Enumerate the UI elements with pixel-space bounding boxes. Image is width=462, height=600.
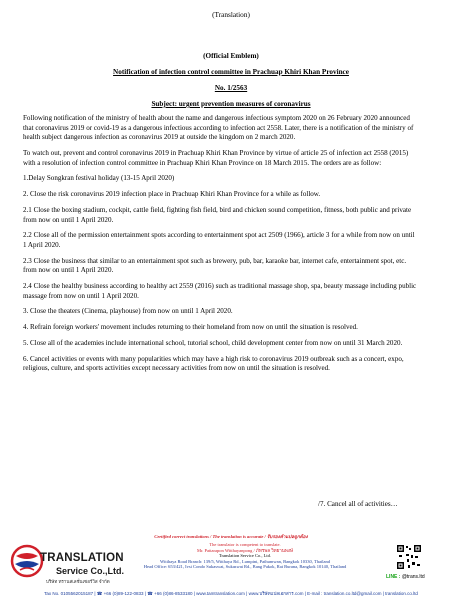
footer <box>0 532 462 600</box>
contact-bar: Tax No. 0105562015187 | ☎ +66 (0)89-122-0833 | ☎ +66 (0)86-8533180 | www.tamtranslation.com | www.บริษัทแปลเอกสาร.com | E-mail : translation.co.ltd@gmail.com | translation.co.ltd <box>44 591 418 596</box>
translator-name: Mr. Pattarapon Witthayanpong / ภัทรพล วิทยานพงษ์ <box>197 547 293 553</box>
order-item: 2. Close the risk coronavirus 2019 infection place in Prachuap Khiri Khan Province for a while as follow. <box>23 190 321 199</box>
notification-subject: Subject: urgent prevention measures of coronavirus <box>151 100 311 108</box>
continued-note: /7. Cancel all of activities… <box>318 500 398 508</box>
translation-tag: (Translation) <box>212 10 250 19</box>
paragraph: Following notification of the ministry of health about the name and dangerous infectious symptom 2020 on 26 February 2020 announced that coronavirus 2019 or covid-19 as a dangerous infectious according to infection act 2558. Later, there is a notification of the ministry of health subject dangerous infection as coronavirus 2019 at outside the kingdom on 2 march 2020. <box>23 114 414 142</box>
company-info <box>130 542 360 570</box>
globe-icon <box>10 544 44 578</box>
paragraph: To watch out, prevent and control coronavirus 2019 in Prachuap Khiri Khan Province by virtue of article 25 of infection act 2558 (2015) with a resolution of infection control committee in Prachuap Khiri Khan Province on 18 March 2015. The orders are as follow: <box>23 148 409 167</box>
order-item: 2.3 Close the business that similar to an entertainment spot such as brewery, pub, bar, karaoke bar, internet cafe, entertainment spot, etc. from now on until 1 April 2020. <box>23 256 407 275</box>
order-item: 2.2 Close all of the permission entertainment spots according to entertainment spot act 2509 (1966), article 3 for a while from now on until 1 April 2020. <box>23 231 415 249</box>
order-item: 3. Close the theaters (Cinema, playhouse) from now on until 1 April 2020. <box>23 307 233 316</box>
notification-title: Notification of infection control committee in Prachuap Khiri Khan Province <box>113 68 349 76</box>
line-label: LINE : <box>386 574 401 580</box>
company-name: Translation Service Co., Ltd. <box>218 553 272 558</box>
company-logo <box>8 542 126 588</box>
order-item: 2.4 Close the healthy business according to healthy act 2559 (2016) such as traditional massage shop, spa, beauty massage including public massage from now on until 1 April 2020. <box>23 282 417 300</box>
order-item: 6. Cancel activities or events with many popularities which may have a high risk to coronavirus 2019 outbreak such as a concert, expo, religious, culture, and sports activities except necessary activities from now on until the situation is resolved. <box>23 354 404 373</box>
order-item: 1.Delay Songkran festival holiday (13-15 April 2020) <box>23 174 175 183</box>
logo-thai-name: บริษัท ทรานสเลชั่นเซอร์วิส จำกัด <box>46 579 110 584</box>
order-item: 4. Refrain foreign workers' movement includes returning to their homeland from now on until the situation is resolved. <box>23 323 358 332</box>
order-item: 2.1 Close the boxing stadium, cockpit, cattle field, fighting fish field, bird and chicken sound competition, fitness, both public and private from now on until 1 April 2020. <box>23 205 412 224</box>
certified-translation-line: Certified correct translations / The translation is accurate / รับรองคำแปลถูกต้อง <box>154 534 308 539</box>
head-office-address: Head Office: 653/421, Ivsi Condo Sukaswat, Sukaswat Rd., Bang Pakok, Rat Burana, Bangkok 10140, Thailand <box>143 564 347 569</box>
logo-subtitle: Service Co.,Ltd. <box>56 566 125 576</box>
notification-number: No. 1/2563 <box>214 84 248 92</box>
line-id: @trans.ltd <box>401 574 425 580</box>
document-body <box>23 114 418 380</box>
logo-wordmark: TRANSLATION <box>40 552 124 564</box>
translator-line: The translator is competent to translate. <box>209 542 281 547</box>
line-contact[interactable] <box>386 574 425 580</box>
branch-address: Witthaya Road Branch: 139/5, Witthaya Rd., Lumpini, Pathumwan, Bangkok 10330, Thailand <box>160 558 330 564</box>
order-item: 5. Close all of the academies include international school, tutorial school, child development center from now on until 31 March 2020. <box>23 338 403 347</box>
official-emblem-note: (Official Emblem) <box>203 52 259 60</box>
qr-code-icon <box>396 544 422 570</box>
